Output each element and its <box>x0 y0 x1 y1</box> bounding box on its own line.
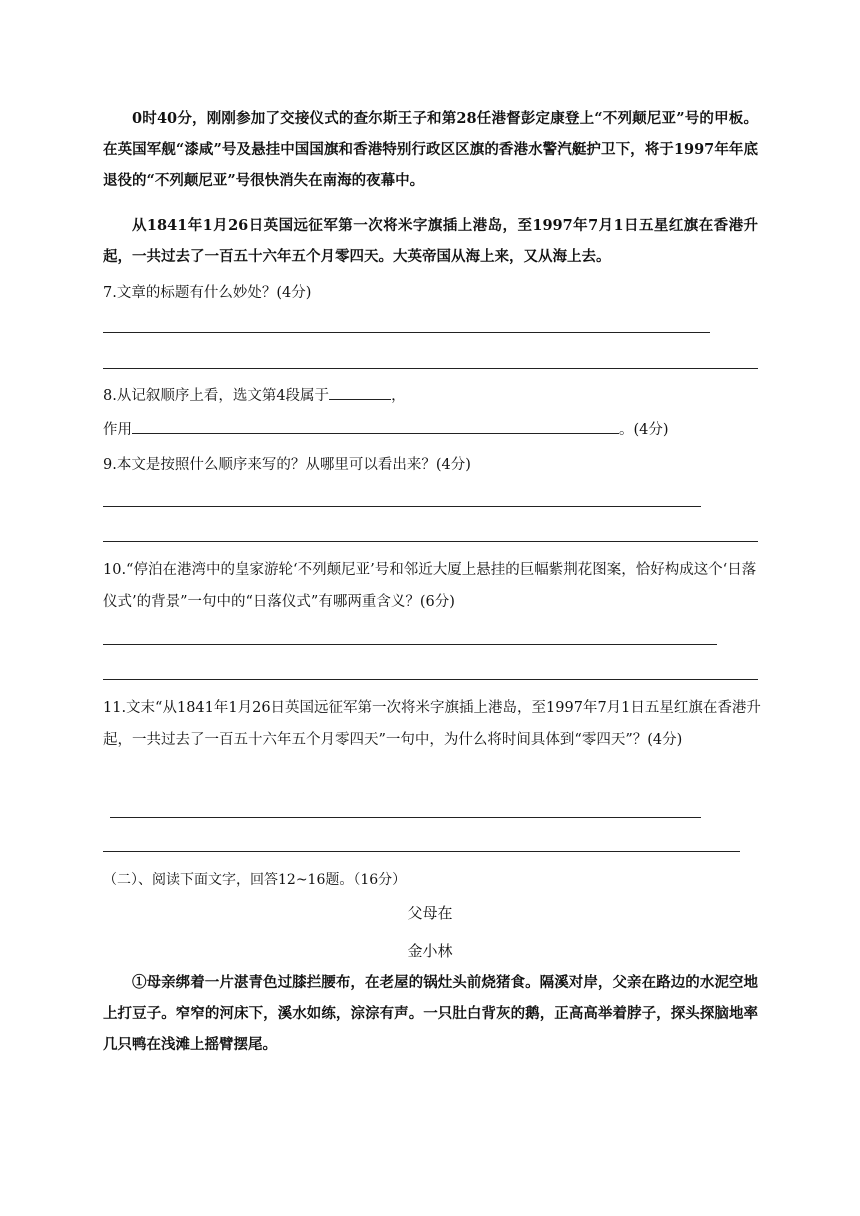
question-8-text: 8.从记叙顺序上看，选文第4段属于 <box>103 388 330 404</box>
question-9: 9.本文是按照什么顺序来写的？从哪里可以看出来？(4分) <box>103 457 471 473</box>
question-10: 10.“停泊在港湾中的皇家游轮‘不列颠尼亚’号和邻近大厦上悬挂的巨幅紫荆花图案，恰好构成这个‘日落仪式’的背景”一句中的“日落仪式”有哪两重含义？(6分) <box>103 562 757 610</box>
question-11: 11.文末“从1841年1月26日英国远征军第一次将米字旗插上港岛，至1997年7月1日五星红旗在香港升起，一共过去了一百五十六年五个月零四天”一句中，为什么将时间具体到“零四天”？(4分) <box>103 700 761 748</box>
article-paragraph-1: ①母亲绑着一片湛青色过膝拦腰布，在老屋的锅灶头前烧猪食。隔溪对岸，父亲在路边的水泥空地上打豆子。窄窄的河床下，溪水如练，淙淙有声。一只肚白背灰的鹅，正高高举着脖子，探头探脑地率几只鸭在浅滩上摇臂摆尾。 <box>103 974 758 1053</box>
question-7: 7.文章的标题有什么妙处？(4分) <box>103 285 312 301</box>
article-title: 父母在 <box>407 904 453 922</box>
question-8-line1 <box>103 380 763 412</box>
answer-line <box>103 332 710 333</box>
answer-line <box>103 851 740 852</box>
question-8-points: 。(4分) <box>619 422 669 438</box>
answer-line <box>110 817 701 818</box>
passage-paragraph: 0时40分，刚刚参加了交接仪式的查尔斯王子和第28任港督彭定康登上“不列颠尼亚”号的甲板。在英国军舰“漆咸”号及悬挂中国国旗和香港特别行政区区旗的香港水警汽艇护卫下，将于1997年年底退役的“不列颠尼亚”号很快消失在南海的夜幕中。 <box>103 110 758 189</box>
answer-line <box>103 506 701 507</box>
answer-line <box>103 644 717 645</box>
question-8-text: 作用 <box>103 422 132 438</box>
answer-line <box>103 679 758 680</box>
question-8-comma: ， <box>391 388 406 404</box>
fill-blank <box>132 419 619 434</box>
answer-line <box>103 368 758 369</box>
answer-line <box>103 541 758 542</box>
section-2-heading: （二）、阅读下面文字，回答12~16题。（16分） <box>103 872 407 888</box>
question-8-line2 <box>103 414 763 446</box>
article-author: 金小林 <box>407 942 453 960</box>
fill-blank <box>329 385 391 400</box>
passage-paragraph: 从1841年1月26日英国远征军第一次将米字旗插上港岛，至1997年7月1日五星红旗在香港升起，一共过去了一百五十六年五个月零四天。大英帝国从海上来，又从海上去。 <box>103 217 758 265</box>
